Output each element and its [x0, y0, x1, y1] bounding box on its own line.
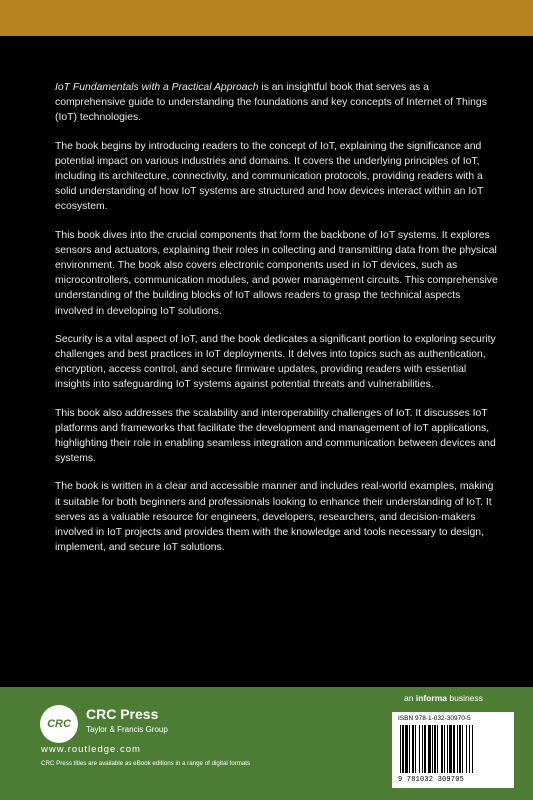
barcode-bar [428, 725, 431, 773]
barcode-bar [419, 725, 420, 773]
barcode-bar [459, 725, 461, 773]
publisher-name: CRC Press [86, 706, 159, 722]
description-paragraph-5: This book also addresses the scalability and interoperability challenges of IoT. It discusses IoT platforms and frameworks that facilitate the development and management of IoT applications, highlighting their role in enabling seamless integration and communication between devices and systems. [55, 407, 496, 465]
barcode-bar [424, 725, 426, 773]
barcode-bar [422, 725, 423, 773]
back-cover-description [55, 80, 500, 568]
paragraph-1-text: is an insightful book that serves as a comprehensive guide to understanding the foundations and key concepts of Internet of Things (IoT) technologies. [55, 82, 487, 124]
ebook-availability-note: CRC Press titles are available as eBook editions in a range of digital formats [41, 760, 251, 767]
top-color-band [0, 0, 533, 36]
barcode-bar [462, 725, 463, 773]
barcode-bar [457, 725, 458, 773]
book-title-italic: IoT Fundamentals with a Practical Approach [55, 82, 259, 93]
isbn-number: ISBN 978-1-032-30970-5 [398, 715, 471, 722]
barcode-icon [398, 725, 508, 775]
barcode-bar [405, 725, 408, 773]
barcode-bar [447, 725, 448, 773]
description-paragraph-4: Security is a vital aspect of IoT, and the book dedicates a significant portion to exploring security challenges and best practices in IoT deployments. It delves into topics such as authentication, encryption, access control, and secure firmware updates, providing readers with essential insights into safeguarding IoT systems against potential threats and vulnerabilities. [55, 333, 496, 391]
description-paragraph-2: The book begins by introducing readers to the concept of IoT, explaining the significance and potential impact on various industries and domains. It covers the underlying principles of IoT, including its architecture, connectivity, and communication protocols, providing readers with a solid understanding of how IoT systems are structured and how devices interact within an IoT ecosystem. [55, 140, 484, 213]
barcode-bar [469, 725, 470, 773]
barcode-bar [444, 725, 445, 773]
barcode-bar [472, 725, 473, 773]
barcode-bar [466, 725, 467, 773]
informa-prefix: an [404, 693, 416, 703]
informa-suffix: business [447, 693, 483, 703]
barcode-bar [400, 725, 401, 773]
isbn-barcode [392, 712, 514, 788]
description-paragraph-3: This book dives into the crucial components that form the backbone of IoT systems. It explores sensors and actuators, explaining their roles in collecting and transmitting data from the physical environment. The book also covers electronic components used in IoT devices, such as microcontrollers, communication modules, and power management circuits. This comprehensive understanding of the building blocks of IoT allows readers to grasp the technical aspects involved in developing IoT solutions. [55, 229, 498, 317]
description-paragraph-6: The book is written in a clear and accessible manner and includes real-world examples, making it suitable for both beginners and professionals looking to enhance their understanding of IoT. It serves as a valuable resource for engineers, developers, researchers, and decision-makers involved in IoT projects and provides them with the knowledge and tools necessary to design, implement, and secure IoT solutions. [55, 481, 494, 554]
informa-business-tagline [404, 693, 483, 703]
barcode-digits: 9 781032 309705 [398, 776, 465, 784]
barcode-bar [437, 725, 438, 773]
crc-press-logo-icon [40, 705, 78, 743]
informa-bold: informa [415, 693, 447, 703]
publisher-group: Taylor & Francis Group [86, 725, 168, 734]
barcode-bar [434, 725, 436, 773]
barcode-bar [453, 725, 455, 773]
barcode-bar [432, 725, 433, 773]
barcode-bar [441, 725, 443, 773]
barcode-bar [415, 725, 416, 773]
barcode-bar [409, 725, 410, 773]
barcode-bar [412, 725, 414, 773]
barcode-bar [402, 725, 404, 773]
logo-text: CRC [47, 718, 71, 730]
barcode-bar [449, 725, 452, 773]
publisher-website-link[interactable]: www.routledge.com [41, 744, 141, 755]
description-paragraph-1 [55, 80, 500, 126]
